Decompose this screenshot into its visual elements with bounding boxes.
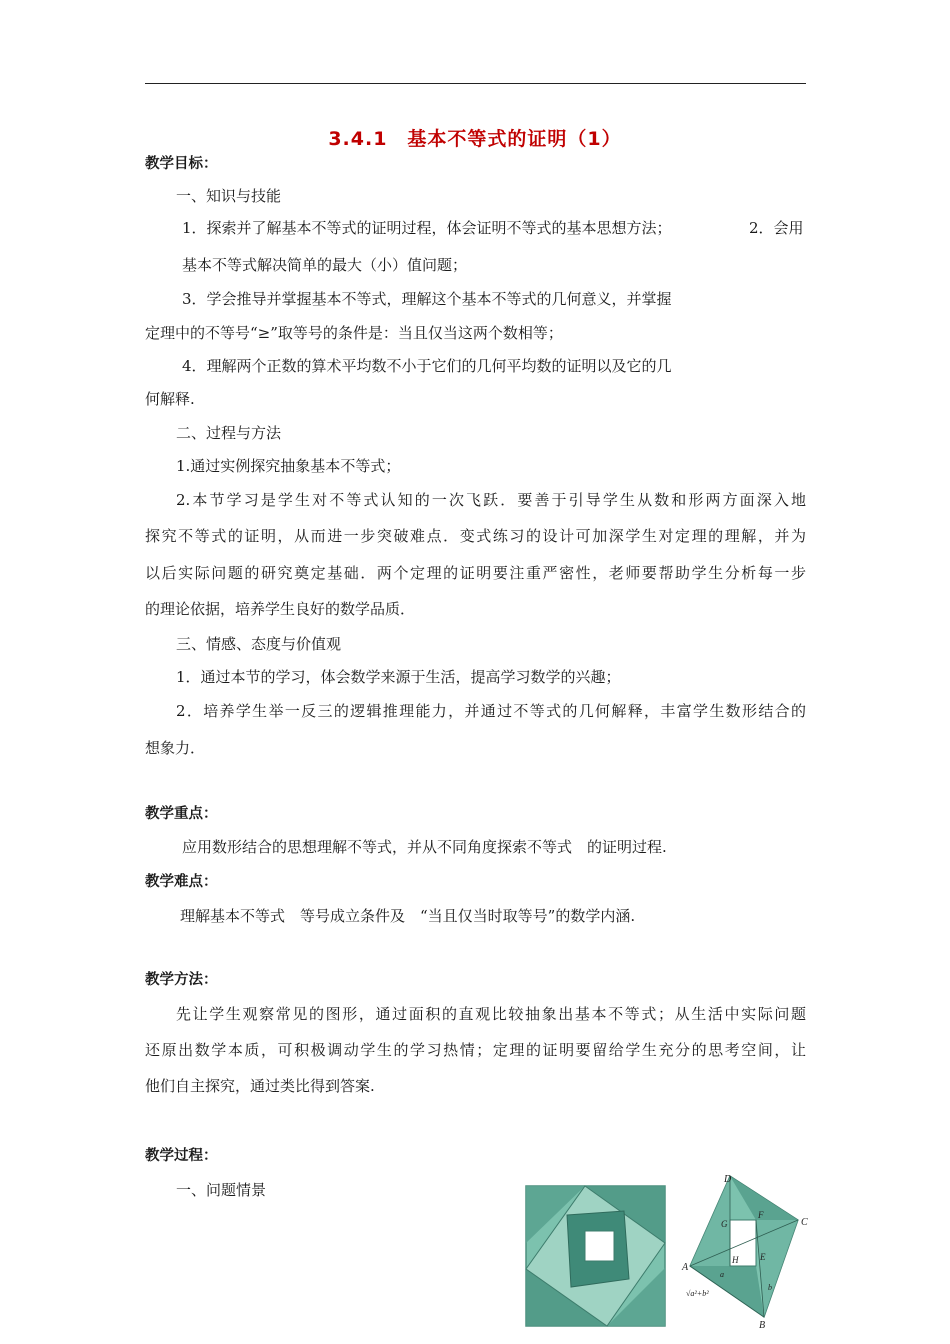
methods-l1: 先让学生观察常见的图形，通过面积的直观比较抽象出基本不等式；从生活中实际问题 <box>176 1005 806 1023</box>
page-title: 3.4.1 基本不等式的证明（1） <box>328 128 622 150</box>
methods-l2: 还原出数学本质，可积极调动学生的学习热情；定理的证明要留给学生充分的思考空间，让 <box>145 1041 806 1059</box>
label-f: F <box>758 1210 764 1220</box>
goal-p1: 1.通过实例探究抽象基本不等式； <box>176 457 401 475</box>
square-pinwheel-figure <box>523 1183 668 1329</box>
label-d: D <box>724 1174 732 1185</box>
label-g: G <box>721 1219 728 1229</box>
goal-e2-b: 想象力． <box>145 739 206 757</box>
difficulties-heading: 教学难点： <box>145 874 218 890</box>
label-hypotenuse: √a²+b² <box>686 1289 709 1298</box>
goal-p2-a: 2.本节学习是学生对不等式认知的一次飞跃．要善于引导学生从数和形两方面深入地 <box>176 491 806 509</box>
goal-e1: 1．通过本节的学习，体会数学来源于生活，提高学习数学的兴趣； <box>176 668 621 686</box>
difficulties-text: 理解基本不等式 等号成立条件及 “当且仅当时取等号”的数学内涵. <box>180 907 636 925</box>
label-b-lower: b <box>768 1283 772 1292</box>
goal-k4-b: 何解释. <box>145 390 195 408</box>
methods-l3: 他们自主探究，通过类比得到答案. <box>145 1077 375 1095</box>
label-c: C <box>801 1217 808 1228</box>
goal-e2-a: 2．培养学生举一反三的逻辑推理能力，并通过不等式的几何解释，丰富学生数形结合的 <box>176 702 806 720</box>
process-heading: 教学过程： <box>145 1148 218 1164</box>
goal-k3-a: 3．学会推导并掌握基本不等式，理解这个基本不等式的几何意义，并掌握 <box>182 290 672 308</box>
goal-p2-b: 探究不等式的证明，从而进一步突破难点．变式练习的设计可加深学生对定理的理解，并为 <box>145 527 806 545</box>
label-h: H <box>732 1255 739 1265</box>
header-rule <box>145 83 806 84</box>
goals-sub1: 一、知识与技能 <box>176 187 282 205</box>
goals-sub2: 二、过程与方法 <box>176 424 282 442</box>
goals-sub3: 三、情感、态度与价值观 <box>176 635 342 653</box>
goal-k4-a: 4．理解两个正数的算术平均数不小于它们的几何平均数的证明以及它的几 <box>182 357 672 375</box>
goal-p2-c: 以后实际问题的研究奠定基础．两个定理的证明要注重严密性，老师要帮助学生分析每一步 <box>145 564 806 582</box>
geometric-proof-figure <box>680 1170 815 1330</box>
goals-heading: 教学目标： <box>145 156 218 172</box>
process-sub1: 一、问题情景 <box>176 1181 267 1199</box>
goal-k3-b: 定理中的不等号“≥”取等号的条件是：当且仅当这两个数相等； <box>145 324 563 342</box>
keypoints-heading: 教学重点： <box>145 806 218 822</box>
keypoints-text: 应用数形结合的思想理解不等式，并从不同角度探索不等式 的证明过程. <box>182 838 667 856</box>
label-a-lower: a <box>720 1270 724 1279</box>
methods-heading: 教学方法： <box>145 972 218 988</box>
goal-p2-d: 的理论依据，培养学生良好的数学品质． <box>145 600 416 618</box>
goal-k1-a: 1．探索并了解基本不等式的证明过程，体会证明不等式的基本思想方法； <box>182 219 672 237</box>
label-a: A <box>682 1262 689 1273</box>
label-e: E <box>760 1252 766 1262</box>
label-b: B <box>759 1320 766 1330</box>
goal-k1-b: 2．会用 <box>749 219 804 237</box>
goal-k2: 基本不等式解决简单的最大（小）值问题； <box>182 256 468 274</box>
